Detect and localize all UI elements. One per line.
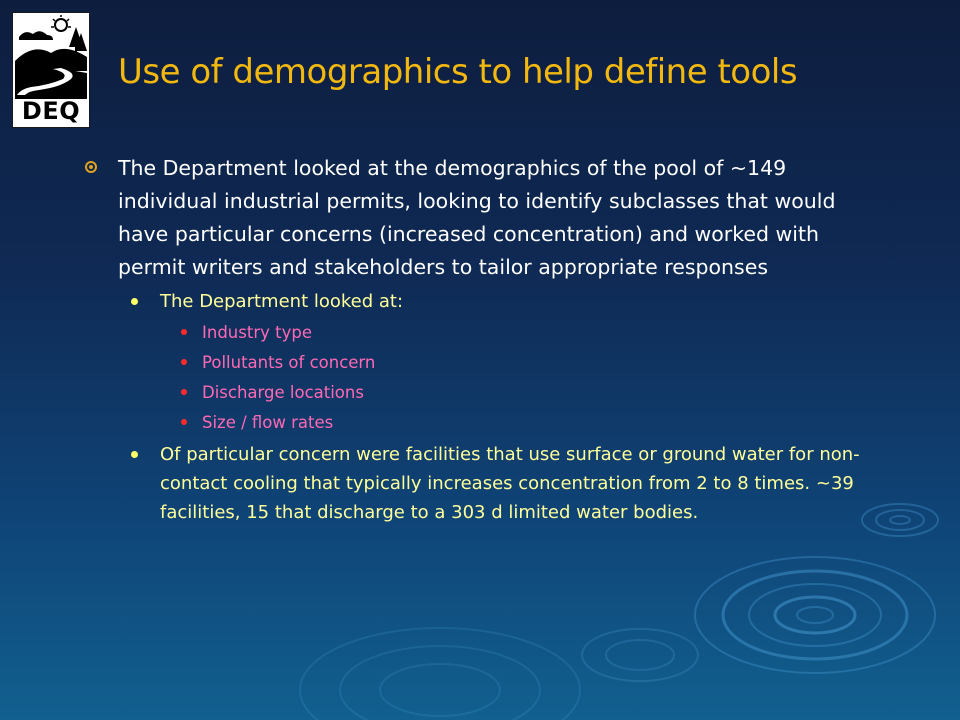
bullet-level2 xyxy=(124,287,882,316)
dot-bullet-icon xyxy=(181,329,187,335)
bullet-level3 xyxy=(166,348,882,378)
logo-text: DEQ xyxy=(21,97,81,125)
sub-bullet-list xyxy=(82,287,882,527)
bullet-level1 xyxy=(82,152,882,284)
deq-logo xyxy=(12,12,90,128)
bullet-text: The Department looked at the demographics of the pool of ~149 individual industrial permits, looking to identify subclasses that would have particular concerns (increased concentration) and worked with permit writers and stakeholders to tailor appropriate responses xyxy=(118,156,836,279)
circle-bullet-icon xyxy=(85,161,97,173)
bullet-text: The Department looked at: xyxy=(160,291,404,312)
dot-bullet-icon xyxy=(181,389,187,395)
bullet-text: Of particular concern were facilities that use surface or ground water for non-contact cooling that typically increases concentration from 2 to 8 times. ~39 facilities, 15 that discharge to a 303 d limited water bodies. xyxy=(160,444,860,523)
bullet-level3 xyxy=(166,378,882,408)
dot-bullet-icon xyxy=(131,451,138,458)
bullet-text: Size / flow rates xyxy=(202,413,334,432)
slide-title: Use of demographics to help define tools xyxy=(118,52,798,92)
dot-bullet-icon xyxy=(181,419,187,425)
bullet-level3 xyxy=(166,318,882,348)
landscape-icon xyxy=(13,13,89,99)
dot-bullet-icon xyxy=(181,359,187,365)
dot-bullet-icon xyxy=(131,298,138,305)
sub-sub-bullet-list xyxy=(82,318,882,438)
slide-content xyxy=(82,152,882,527)
bullet-text: Industry type xyxy=(202,323,312,342)
bullet-text: Discharge locations xyxy=(202,383,364,402)
bullet-level2 xyxy=(124,440,882,527)
bullet-level3 xyxy=(166,408,882,438)
bullet-text: Pollutants of concern xyxy=(202,353,376,372)
